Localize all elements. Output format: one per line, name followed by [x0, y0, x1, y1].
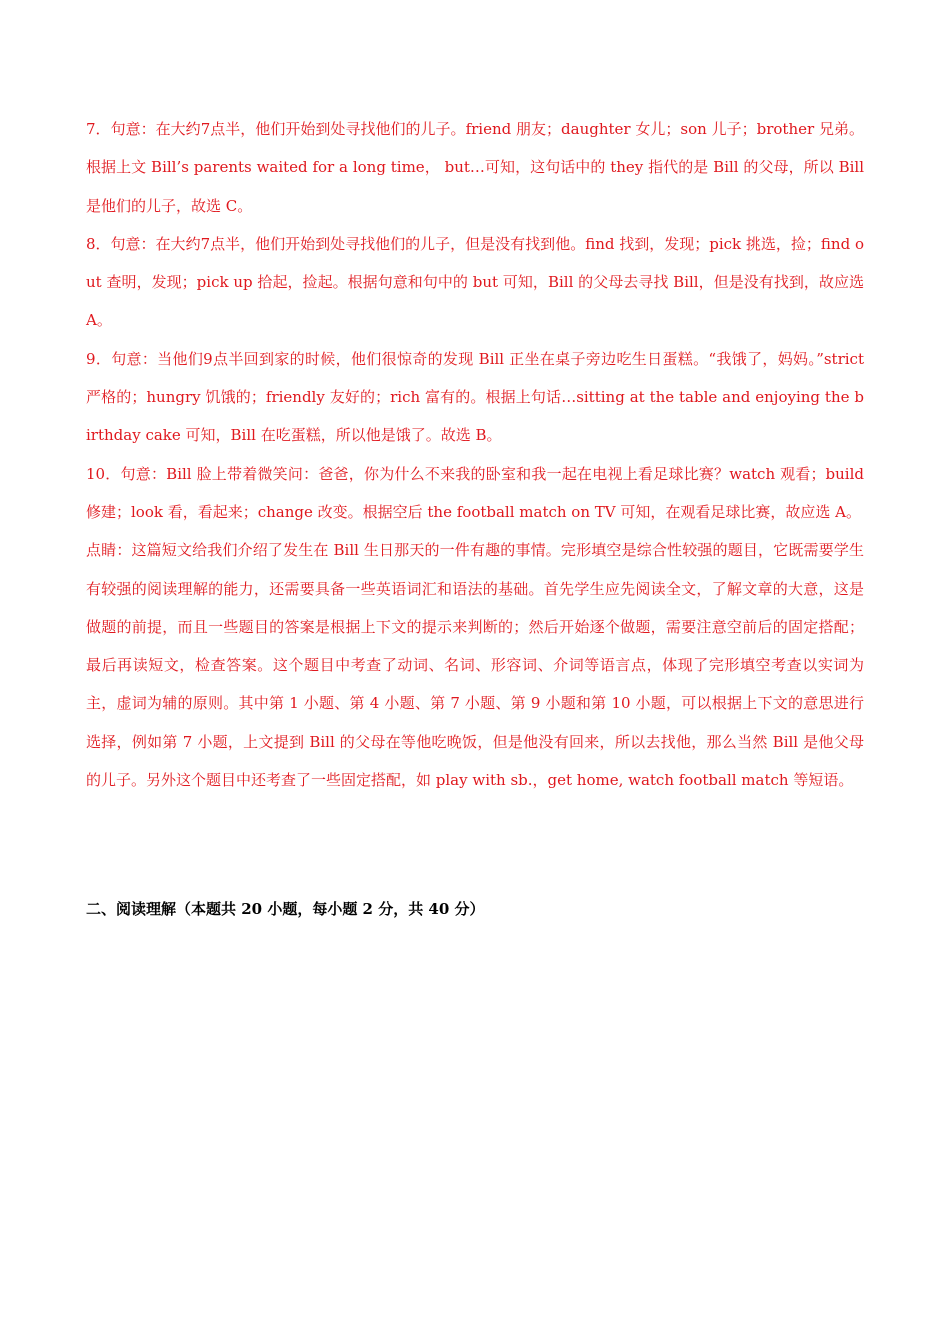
explanation-tip: 点睛：这篇短文给我们介绍了发生在 Bill 生日那天的一件有趣的事情。完形填空是综合性较强的题目，它既需要学生有较强的阅读理解的能力，还需要具备一些英语词汇和语法的基础。首先学生应先阅读全文，了解文章的大意，这是做题的前提，而且一些题目的答案是根据上下文的提示来判断的；然后开始逐个做题，需要注意空前后的固定搭配；最后再读短文，检查答案。这个题目中考查了动词、名词、形容词、介词等语言点，体现了完形填空考查以实词为主，虚词为辅的原则。其中第 1 小题、第 4 小题、第 7 小题、第 9 小题和第 10 小题，可以根据上下文的意思进行选择，例如第 7 小题，上文提到 Bill 的父母在等他吃晚饭，但是他没有回来，所以去找他，那么当然 Bill 是他父母的儿子。另外这个题目中还考查了一些固定搭配，如 play with sb.，get home, watch football match 等短语。	[86, 541, 864, 790]
explanation-q10: 10．句意：Bill 脸上带着微笑问：爸爸，你为什么不来我的卧室和我一起在电视上看足球比赛？watch 观看；build 修建；look 看，看起来；change 改变。根据空后 the football match on TV 可知，在观看足球比赛，故应选 A。	[86, 464, 864, 521]
explanation-q7: 7．句意：在大约7点半，他们开始到处寻找他们的儿子。friend 朋友；daughter 女儿；son 儿子；brother 兄弟。根据上文 Bill’s parents waited for a long time， but…可知，这句话中的 they 指代的是 Bill 的父母，所以 Bill 是他们的儿子，故选 C。	[86, 120, 864, 215]
explanation-q9: 9．句意：当他们9点半回到家的时候，他们很惊奇的发现 Bill 正坐在桌子旁边吃生日蛋糕。“我饿了，妈妈。”strict 严格的；hungry 饥饿的；friendly 友好的；rich 富有的。根据上句话…sitting at the table and enjoying the birthday cake 可知，Bill 在吃蛋糕，所以他是饿了。故选 B。	[86, 349, 864, 445]
explanation-q8: 8．句意：在大约7点半，他们开始到处寻找他们的儿子，但是没有找到他。find 找到，发现；pick 挑选，捡；find out 查明，发现；pick up 拾起，捡起。根据句意和句中的 but 可知，Bill 的父母去寻找 Bill，但是没有找到，故应选 A。	[86, 234, 864, 330]
answer-explanations	[86, 110, 864, 799]
section-heading: 二、阅读理解（本题共 20 小题，每小题 2 分，共 40 分）	[86, 900, 485, 918]
